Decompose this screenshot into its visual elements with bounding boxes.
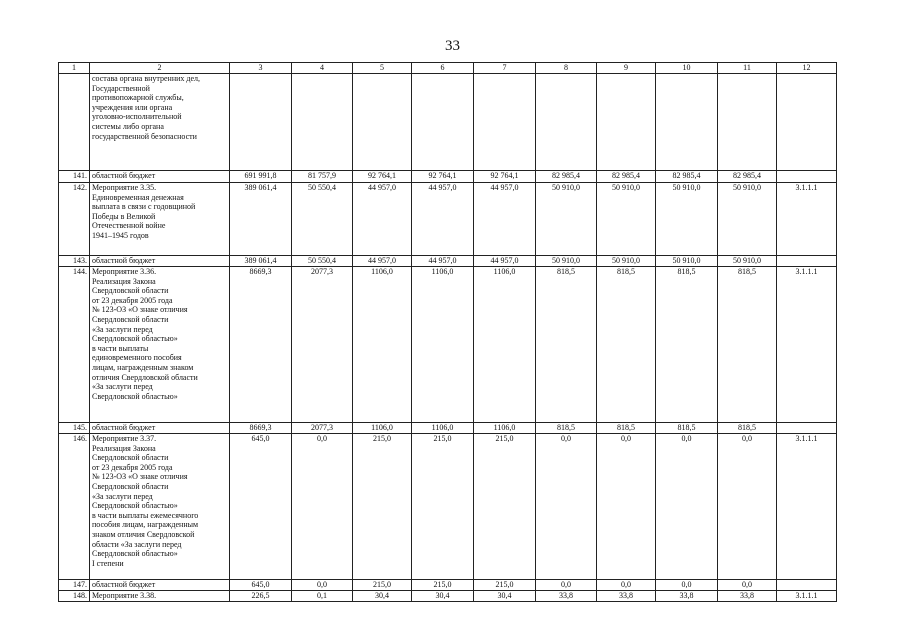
row-number: 142. [59,183,90,256]
amount-cell: 645,0 [230,434,292,580]
amount-cell: 8669,3 [230,423,292,434]
program-table [58,62,837,602]
row-number [59,74,90,171]
column-header: 6 [412,63,474,74]
amount-cell: 818,5 [656,267,718,423]
amount-cell: 818,5 [656,423,718,434]
column-header: 7 [474,63,536,74]
amount-cell: 33,8 [656,591,718,602]
amount-cell: 30,4 [474,591,536,602]
target-code: 3.1.1.1 [777,183,837,256]
amount-cell: 0,0 [718,434,777,580]
amount-cell [292,74,353,171]
column-header: 3 [230,63,292,74]
amount-cell: 50 550,4 [292,183,353,256]
amount-cell [412,74,474,171]
amount-cell: 0,0 [536,580,597,591]
amount-cell: 44 957,0 [474,256,536,267]
amount-cell: 0,1 [292,591,353,602]
row-number: 144. [59,267,90,423]
amount-cell: 389 061,4 [230,183,292,256]
target-code: 3.1.1.1 [777,267,837,423]
target-code: 3.1.1.1 [777,434,837,580]
amount-cell [353,74,412,171]
column-header: 4 [292,63,353,74]
amount-cell [474,74,536,171]
amount-cell: 50 910,0 [718,183,777,256]
amount-cell: 1106,0 [474,423,536,434]
amount-cell: 44 957,0 [353,183,412,256]
amount-cell: 215,0 [412,580,474,591]
table-row [59,183,837,256]
amount-cell: 226,5 [230,591,292,602]
amount-cell: 1106,0 [353,423,412,434]
column-header: 5 [353,63,412,74]
amount-cell: 215,0 [353,434,412,580]
row-number: 146. [59,434,90,580]
amount-cell: 30,4 [412,591,474,602]
amount-cell: 50 910,0 [597,256,656,267]
amount-cell: 818,5 [536,267,597,423]
header-row [59,63,837,74]
amount-cell: 389 061,4 [230,256,292,267]
amount-cell: 0,0 [597,580,656,591]
amount-cell: 215,0 [412,434,474,580]
amount-cell: 50 910,0 [536,256,597,267]
amount-cell: 0,0 [292,434,353,580]
column-header: 11 [718,63,777,74]
amount-cell: 0,0 [536,434,597,580]
amount-cell: 50 910,0 [597,183,656,256]
row-description: областной бюджет [90,171,230,183]
row-description: состава органа внутренних дел, Государственной противопожарной службы, учреждения или органа уголовно-исполнительной системы либо органа государственной безопасности [90,74,230,171]
amount-cell [656,74,718,171]
amount-cell: 50 550,4 [292,256,353,267]
table-row [59,591,837,602]
amount-cell: 44 957,0 [412,256,474,267]
page-number: 33 [445,38,460,54]
amount-cell: 0,0 [292,580,353,591]
amount-cell: 82 985,4 [718,171,777,183]
table-row [59,267,837,423]
amount-cell: 92 764,1 [474,171,536,183]
amount-cell: 818,5 [718,423,777,434]
amount-cell: 215,0 [474,580,536,591]
row-description: Мероприятие 3.36. Реализация Закона Свердловской области от 23 декабря 2005 года № 123-ОЗ «О знаке отличия Свердловской области «За заслуги перед Свердловской областью» в части выплаты единовременного пособия лицам, награжденным знаком отличия Свердловской области «За заслуги перед Свердловской областью» [90,267,230,423]
target-code [777,74,837,171]
amount-cell: 33,8 [718,591,777,602]
amount-cell: 1106,0 [353,267,412,423]
amount-cell: 82 985,4 [597,171,656,183]
row-number: 141. [59,171,90,183]
amount-cell: 92 764,1 [412,171,474,183]
column-header: 9 [597,63,656,74]
row-number: 148. [59,591,90,602]
amount-cell: 44 957,0 [412,183,474,256]
amount-cell: 33,8 [536,591,597,602]
amount-cell [597,74,656,171]
column-header: 8 [536,63,597,74]
amount-cell: 1106,0 [474,267,536,423]
amount-cell: 818,5 [597,267,656,423]
column-header: 1 [59,63,90,74]
target-code [777,580,837,591]
amount-cell: 50 910,0 [718,256,777,267]
target-code [777,423,837,434]
amount-cell: 50 910,0 [536,183,597,256]
amount-cell: 1106,0 [412,267,474,423]
amount-cell: 2077,3 [292,267,353,423]
amount-cell: 818,5 [597,423,656,434]
amount-cell: 0,0 [597,434,656,580]
amount-cell [230,74,292,171]
amount-cell: 50 910,0 [656,183,718,256]
amount-cell: 215,0 [474,434,536,580]
table-row [59,434,837,580]
column-header: 10 [656,63,718,74]
row-description: областной бюджет [90,423,230,434]
row-description: областной бюджет [90,256,230,267]
amount-cell [536,74,597,171]
amount-cell: 818,5 [718,267,777,423]
amount-cell: 30,4 [353,591,412,602]
amount-cell: 82 985,4 [656,171,718,183]
amount-cell: 691 991,8 [230,171,292,183]
amount-cell: 215,0 [353,580,412,591]
column-header: 12 [777,63,837,74]
amount-cell: 82 985,4 [536,171,597,183]
amount-cell: 44 957,0 [474,183,536,256]
row-number: 147. [59,580,90,591]
amount-cell: 50 910,0 [656,256,718,267]
amount-cell: 44 957,0 [353,256,412,267]
amount-cell [718,74,777,171]
amount-cell: 81 757,9 [292,171,353,183]
amount-cell: 0,0 [656,434,718,580]
target-code [777,256,837,267]
table-row [59,580,837,591]
amount-cell: 1106,0 [412,423,474,434]
table-row [59,74,837,171]
amount-cell: 33,8 [597,591,656,602]
table-row [59,423,837,434]
row-description: Мероприятие 3.37. Реализация Закона Свердловской области от 23 декабря 2005 года № 123-ОЗ «О знаке отличия Свердловской области «За заслуги перед Свердловской областью» в части выплаты ежемесячного пособия лицам, награжденным знаком отличия Свердловской области «За заслуги перед Свердловской областью» I степени [90,434,230,580]
row-number: 145. [59,423,90,434]
row-description: Мероприятие 3.38. [90,591,230,602]
table-row [59,171,837,183]
column-header: 2 [90,63,230,74]
amount-cell: 92 764,1 [353,171,412,183]
target-code: 3.1.1.1 [777,591,837,602]
row-number: 143. [59,256,90,267]
amount-cell: 0,0 [656,580,718,591]
amount-cell: 0,0 [718,580,777,591]
amount-cell: 645,0 [230,580,292,591]
target-code [777,171,837,183]
amount-cell: 8669,3 [230,267,292,423]
amount-cell: 818,5 [536,423,597,434]
row-description: областной бюджет [90,580,230,591]
amount-cell: 2077,3 [292,423,353,434]
table-row [59,256,837,267]
row-description: Мероприятие 3.35. Единовременная денежная выплата в связи с годовщиной Победы в Великой Отечественной войне 1941–1945 годов [90,183,230,256]
